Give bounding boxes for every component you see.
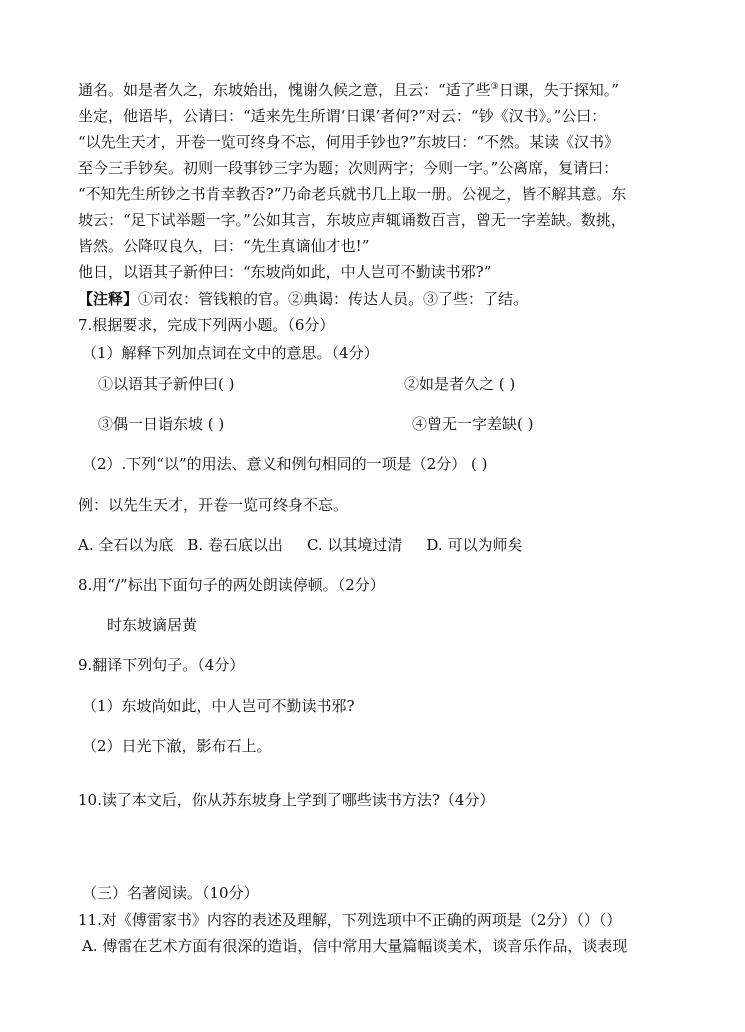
question-7-title: 7.根据要求，完成下列两小题。（6分） [78, 316, 335, 334]
passage-line-7: 皆然。公降叹良久，曰：“先生真谪仙才也!” [78, 237, 370, 255]
q7-options [78, 535, 522, 555]
q7-example: 例：以先生天才，开卷一览可终身不忘。 [78, 496, 349, 514]
q8-sentence: 时东坡谪居黄 [107, 616, 198, 634]
q9-sentence-1: （1）东坡尚如此，中人岂可不勤读书邪? [82, 697, 355, 715]
question-10-title: 10.读了本文后，你从苏东坡身上学到了哪些读书方法?（4分） [78, 791, 495, 809]
question-9-title: 9.翻译下列句子。（4分） [78, 656, 245, 674]
option-c: C. 以其境过清 [306, 536, 403, 554]
passage-text: 通名。如是者久之，东坡始出，愧谢久候之意，且云：“适了些 [78, 81, 491, 99]
footnote-marker: ③ [490, 82, 499, 92]
annotation-line [78, 289, 528, 309]
q11-option-a: A. 傅雷在艺术方面有很深的造诣，信中常用大量篇幅谈美术，谈音乐作品，谈表现 [82, 937, 628, 955]
passage-line-5: “不知先生所钞之书肯幸教否?”乃命老兵就书几上取一册。公视之，皆不解其意。东 [78, 185, 627, 203]
passage-line-8: 他日，以语其子新仲曰：“东坡尚如此，中人岂可不勤读书邪?” [78, 263, 492, 281]
question-7-part-1: （1）解释下列加点词在文中的意思。（4分） [82, 344, 379, 362]
passage-line-4: 至今三手钞矣。初则一段事钞三字为题；次则两字；今则一字。”公离席，复请曰： [78, 159, 619, 177]
passage-text: 日课，失于探知。” [498, 81, 619, 99]
q9-sentence-2: （2）日光下澈，影布石上。 [82, 737, 272, 755]
q7-item-1: ①以语其子新仲曰( ) [98, 375, 235, 393]
question-8-title: 8.用“/”标出下面句子的两处朗读停顿。（2分） [78, 576, 385, 594]
passage-line-2: 坐定，他语毕，公请曰：“适来先生所谓‘日课’者何?”对云：“钞《汉书》。”公曰： [78, 107, 607, 125]
annotation-label: 【注释】 [78, 290, 139, 308]
option-d: D. 可以为师矣 [426, 536, 523, 554]
question-7-part-2: （2）.下列“以”的用法、意义和例句相同的一项是（2分） ( ) [82, 455, 488, 473]
passage-line-6: 坡云：“足下试举题一字。”公如其言，东坡应声辄诵数百言，曾无一字差缺。数挑， [78, 211, 626, 229]
q7-item-4: ④曾无一字差缺( ) [412, 415, 534, 433]
q7-item-2: ②如是者久之 ( ) [404, 375, 516, 393]
q7-item-3: ③偶一日诣东坡 ( ) [98, 415, 225, 433]
annotation-text: ①司农：管钱粮的官。②典谒：传达人员。③了些：了结。 [138, 290, 529, 308]
option-b: B. 卷石底以出 [187, 536, 283, 554]
passage-line-1 [78, 80, 619, 100]
section-3-title: （三）名著阅读。（10分） [82, 884, 259, 902]
option-a: A. 全石以为底 [78, 536, 174, 554]
question-11-title: 11.对《傅雷家书》内容的表述及理解，下列选项中不正确的两项是（2分）（）（） [78, 911, 622, 929]
passage-line-3: “以先生天才，开卷一览可终身不忘，何用手钞也?”东坡曰：“不然。某读《汉书》 [78, 133, 620, 151]
